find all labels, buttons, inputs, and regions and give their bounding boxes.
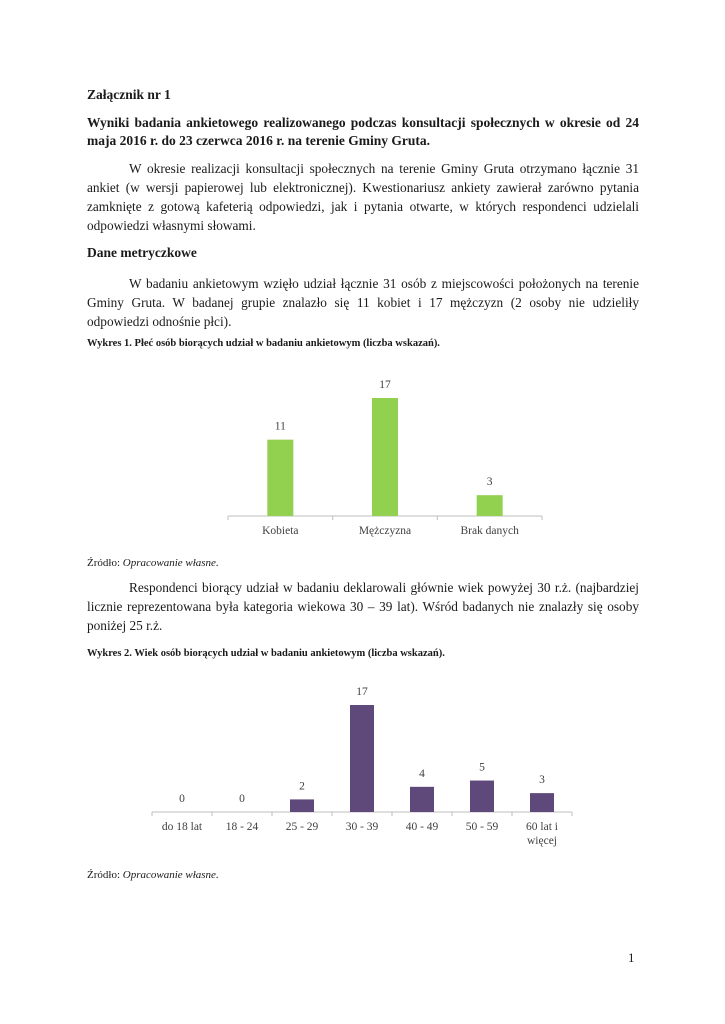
chart1-category-label: Kobieta xyxy=(262,525,299,537)
chart1-bar xyxy=(267,440,293,516)
chart1-category-label: Brak danych xyxy=(460,525,519,537)
chart1 xyxy=(228,379,542,537)
chart1-data-label: 3 xyxy=(486,476,493,489)
chart2-data-label: 3 xyxy=(539,774,545,787)
annex-title: Załącznik nr 1 xyxy=(87,87,171,102)
chart1-bar xyxy=(372,398,398,516)
chart2-data-label: 2 xyxy=(299,780,305,793)
chart2-bar xyxy=(410,787,434,812)
chart2-data-label: 0 xyxy=(179,793,185,805)
chart2-category-label: więcej xyxy=(526,835,558,847)
chart2-data-label: 5 xyxy=(479,761,485,774)
chart2-category-label: 60 lat i xyxy=(526,821,558,833)
chart2-bar xyxy=(470,781,494,812)
chart2-category-label: 40 - 49 xyxy=(405,821,439,833)
chart2-category-label: do 18 lat xyxy=(161,821,203,833)
source-value: Opracowanie własne. xyxy=(122,869,219,881)
chart1-data-label: 17 xyxy=(379,379,391,391)
chart1-caption: Wykres 1. Płeć osób biorących udział w badaniu ankietowym (liczba wskazań). xyxy=(87,338,440,349)
chart2 xyxy=(152,686,572,847)
chart2-category-label: 18 - 24 xyxy=(225,821,259,833)
chart2-category-label: 25 - 29 xyxy=(285,821,319,833)
chart2-data-label: 4 xyxy=(419,767,425,780)
chart2-bar xyxy=(350,705,374,812)
source-label: Źródło: xyxy=(87,557,120,569)
age-paragraph: Respondenci biorący udział w badaniu deklarowali głównie wiek powyżej 30 r.ż. (najbardziej licznie reprezentowana była kategoria wiekowa 30 – 39 lat). Wśród badanych nie znalazły się osoby poniżej 25 r.ż. xyxy=(87,580,639,633)
page-number: 1 xyxy=(628,950,635,965)
chart2-caption: Wykres 2. Wiek osób biorących udział w badaniu ankietowym (liczba wskazań). xyxy=(87,648,445,659)
intro-paragraph: W okresie realizacji konsultacji społecznych na terenie Gminy Gruta otrzymano łącznie 31 ankiet (w wersji papierowej lub elektronicznej). Kwestionariusz ankiety zawierał zarówno pytania zamknięte z gotową kafeterią odpowiedzi, jak i pytania otwarte, w których respondenci udzielali odpowiedzi własnymi słowami. xyxy=(87,161,639,233)
document-heading: Wyniki badania ankietowego realizowanego podczas konsultacji społecznych w okresie od 24 maja 2016 r. do 23 czerwca 2016 r. na terenie Gminy Gruta. xyxy=(87,115,639,148)
chart1-category-label: Mężczyzna xyxy=(358,525,412,537)
chart2-bar xyxy=(290,799,314,812)
source-value: Opracowanie własne. xyxy=(122,557,219,569)
chart2-category-label: 30 - 39 xyxy=(345,821,379,833)
chart2-data-label: 0 xyxy=(239,793,245,805)
chart1-data-label: 11 xyxy=(274,420,286,433)
chart2-category-label: 50 - 59 xyxy=(465,821,499,833)
chart1-bar xyxy=(477,495,503,516)
section-title: Dane metryczkowe xyxy=(87,245,197,260)
chart2-data-label: 17 xyxy=(356,686,368,698)
chart2-bar xyxy=(530,793,554,812)
metrics-paragraph: W badaniu ankietowym wzięło udział łącznie 31 osób z miejscowości położonych na terenie Gminy Gruta. W badanej grupie znalazło się 11 kobiet i 17 mężczyzn (2 osoby nie udzieliły odpowiedzi odnośnie płci). xyxy=(87,276,639,329)
source-label: Źródło: xyxy=(87,869,120,881)
